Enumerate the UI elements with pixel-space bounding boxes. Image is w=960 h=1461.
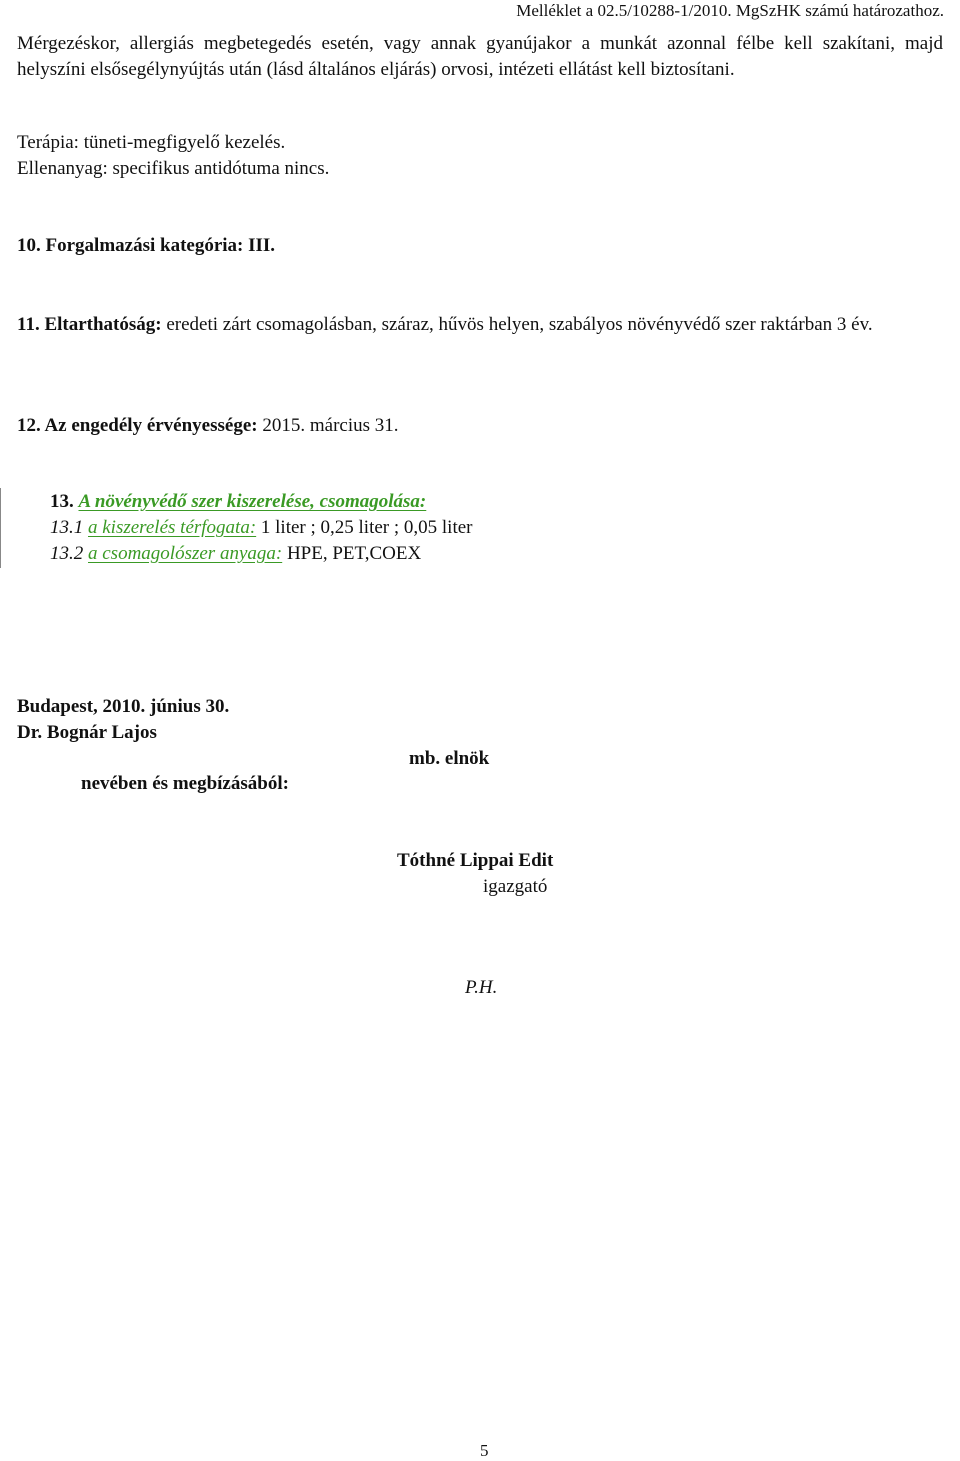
section-12-value: 2015. március 31. (262, 415, 399, 436)
section-13-1-number: 13.1 (50, 517, 84, 538)
section-10-heading: 10. Forgalmazási kategória: III. (17, 235, 276, 256)
section-13-2-value: HPE, PET,COEX (286, 543, 422, 564)
section-13-2-number: 13.2 (50, 543, 84, 564)
section-13-1-label: a kiszerelés térfogata: (88, 517, 257, 538)
change-bar (0, 488, 1, 568)
on-behalf-line: nevében és megbízásából: (81, 773, 289, 794)
section-12-label: 12. Az engedély érvényessége: (17, 415, 258, 436)
section-11-text: eredeti zárt csomagolásban, száraz, hűvös helyen, szabályos növényvédő szer raktárban 3 év. (166, 314, 873, 335)
signer-name: Dr. Bognár Lajos (17, 722, 157, 743)
therapy-line: Terápia: tüneti-megfigyelő kezelés. (17, 132, 286, 153)
document-reference-header: Melléklet a 02.5/10288-1/2010. MgSzHK számú határozathoz. (516, 1, 944, 20)
section-13-heading (50, 491, 426, 513)
place-and-date: Budapest, 2010. június 30. (17, 696, 230, 717)
official-title: igazgató (483, 876, 548, 897)
signer-role: mb. elnök (409, 748, 490, 769)
stamp-placeholder: P.H. (465, 977, 498, 998)
section-13-2-line (50, 543, 421, 565)
official-name: Tóthné Lippai Edit (397, 850, 554, 871)
section-11-number: 11. (17, 314, 40, 335)
antidote-line: Ellenanyag: specifikus antidótuma nincs. (17, 158, 330, 179)
first-aid-paragraph: Mérgezéskor, allergiás megbetegedés esetén, vagy annak gyanújakor a munkát azonnal félbe kell szakítani, majd helyszíni elsősegélynyújtás után (lásd általános eljárás) orvosi, intézeti ellátást kell biztosítani. (17, 33, 943, 80)
section-13-1-value: 1 liter ; 0,25 liter ; 0,05 liter (260, 517, 473, 538)
section-13-title: A növényvédő szer kiszerelése, csomagolása: (78, 491, 427, 512)
section-11-label: Eltarthatóság: (44, 314, 162, 335)
section-11-paragraph (17, 312, 943, 338)
section-13-number: 13. (50, 491, 74, 512)
section-12-line (17, 415, 399, 437)
section-13-1-line (50, 517, 473, 539)
section-13-2-label: a csomagolószer anyaga: (88, 543, 283, 564)
page-number: 5 (480, 1441, 489, 1460)
